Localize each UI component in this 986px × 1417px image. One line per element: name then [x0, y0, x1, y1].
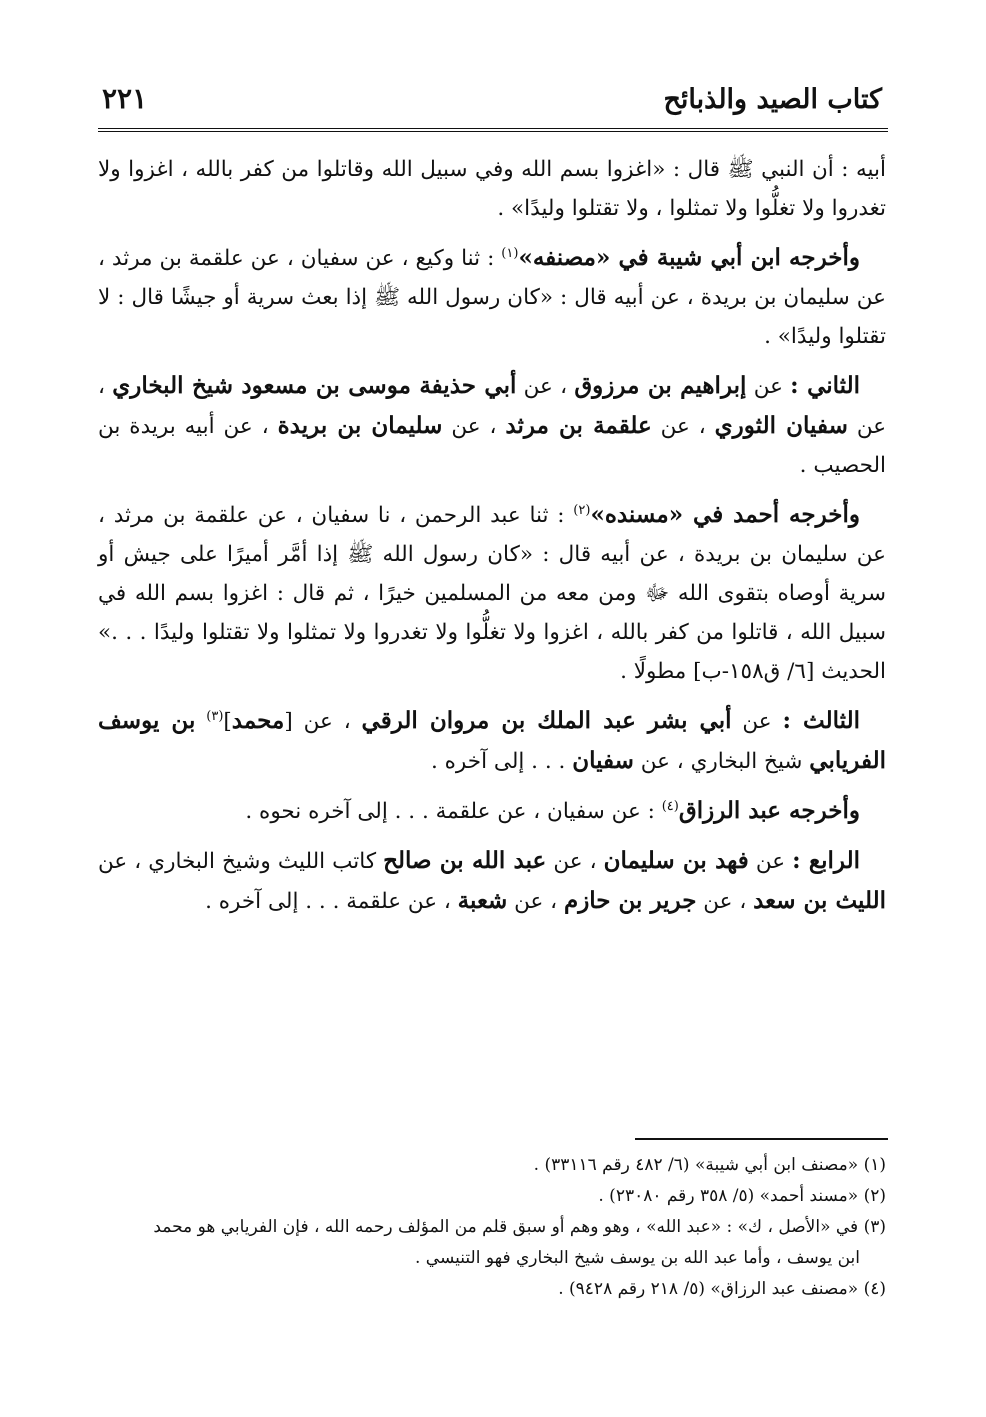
narrator-name: سفيان الثوري — [714, 412, 848, 439]
footnote-3: (٣) في «الأصل ، ك» : «عبد الله» ، وهو وهم أو سبق قلم من المؤلف رحمه الله ، فإن الفريابي هو محمد — [153, 1217, 886, 1237]
text-run: : ثنا عبد الرحمن ، نا سفيان ، عن علقمة بن مرثد ، عن سليمان بن بريدة ، عن أبيه قال : «كان رسول الله ﷺ إذا أمَّر أميرًا على جيش أو سرية أوصاه بتقوى الله ﷻ ومن معه من المسلمين خيرًا ، ثم قال : اغزوا بسم الله في سبيل الله ، قاتلوا من كفر بالله ، اغزوا ولا تغلُّوا ولا تغدروا ولا تمثلوا ولا تقتلوا وليدًا . . .» الحديث [٦/ ق١٥٨-ب] مطولًا . — [98, 503, 886, 684]
footnote-ref-2: (٢) — [573, 502, 591, 518]
text-run: ، عن — [651, 414, 715, 439]
text-run: عن — [748, 849, 793, 874]
chain-label: الثاني : — [790, 372, 860, 399]
narrator-name: أبي حذيفة موسى بن مسعود شيخ البخاري — [112, 372, 517, 399]
text-run: ، عن — [507, 889, 564, 914]
text-run: عن — [746, 374, 791, 399]
narrator-name: محمد — [231, 707, 285, 734]
narrator-name: سليمان بن بريدة — [277, 412, 443, 439]
text-run: . . . إلى آخره . — [431, 749, 573, 774]
paragraph-ibn-abi-shaybah — [98, 238, 886, 356]
paragraph-third-chain — [98, 701, 886, 781]
chapter-title: كتاب الصيد والذبائح — [663, 84, 882, 115]
paragraph-ahmad — [98, 495, 886, 691]
narrator-name: أبي بشر عبد الملك بن مروان الرقي — [361, 707, 732, 734]
footnotes — [100, 1150, 886, 1305]
narrator-name: علقمة بن مرثد — [505, 412, 652, 439]
source-lead: وأخرجه ابن أبي شيبة في «مصنفه» — [518, 244, 860, 271]
narrator-name: إبراهيم بن مرزوق — [574, 372, 747, 399]
footnote-4: (٤) «مصنف عبد الرزاق» (٥/ ٢١٨ رقم ٩٤٢٨) . — [558, 1279, 886, 1299]
text-run: ، عن — [98, 374, 887, 439]
text-run: ، عن — [442, 414, 506, 439]
paragraph-hadith-text — [98, 150, 886, 228]
text-run: أبيه : أن النبي ﷺ قال : «اغزوا بسم الله وفي سبيل الله وقاتلوا من كفر بالله ، اغزوا ولا تغدروا ولا تغلُّوا ولا تمثلوا ، ولا تقتلوا وليدًا» . — [98, 157, 886, 221]
footnote-ref-1: (١) — [501, 245, 519, 261]
text-run: ، عن علقمة . . . إلى آخره . — [205, 889, 458, 914]
text-run: ، عن أبيه بريدة بن الحصيب . — [98, 414, 886, 478]
text-run — [195, 709, 206, 734]
narrator-name: سفيان — [572, 747, 634, 774]
text-run: ، عن — [516, 374, 575, 399]
chain-label: الثالث : — [782, 707, 860, 734]
narrator-name: فهد بن سليمان — [603, 847, 749, 874]
text-run: ، عن [ — [284, 709, 362, 734]
page-number: ٢٢١ — [102, 82, 148, 115]
text-run: عن — [731, 709, 783, 734]
text-run: شيخ البخاري ، عن — [633, 749, 810, 774]
text-run: ، عن — [546, 849, 604, 874]
paragraph-fourth-chain — [98, 841, 886, 921]
chain-label: الرابع : — [792, 847, 860, 874]
footnote-ref-3: (٣) — [206, 708, 224, 724]
footnote-1: (١) «مصنف ابن أبي شيبة» (٦/ ٤٨٢ رقم ٣٣١١٦) . — [533, 1155, 886, 1175]
main-text — [98, 150, 886, 931]
text-run: ] — [223, 709, 232, 734]
narrator-name: الليث بن سعد — [753, 887, 886, 914]
text-run: ، عن — [696, 889, 754, 914]
text-run: : عن سفيان ، عن علقمة . . . إلى آخره نحوه . — [245, 799, 662, 824]
paragraph-abd-al-razzaq — [98, 791, 886, 831]
source-lead: وأخرجه عبد الرزاق — [678, 797, 860, 824]
narrator-name: جرير بن حازم — [563, 887, 697, 914]
narrator-name: شعبة — [457, 887, 508, 914]
footnote-divider — [635, 1138, 888, 1140]
footnote-3-continuation: ابن يوسف ، وأما عبد الله بن يوسف شيخ البخاري فهو التنيسي . — [415, 1248, 860, 1268]
footnote-2: (٢) «مسند أحمد» (٥/ ٣٥٨ رقم ٢٣٠٨٠) . — [598, 1186, 886, 1206]
text-run: : ثنا وكيع ، عن سفيان ، عن علقمة بن مرثد ، عن سليمان بن بريدة ، عن أبيه قال : «كان رسول الله ﷺ إذا بعث سرية أو جيشًا قال : لا تقتلوا وليدًا» . — [98, 246, 886, 349]
narrator-name: عبد الله بن صالح — [383, 847, 547, 874]
paragraph-second-chain — [98, 366, 886, 485]
running-header — [98, 78, 888, 132]
narrator-name: بن يوسف الفريابي — [98, 707, 886, 774]
text-run: كاتب الليث وشيخ البخاري ، عن — [98, 849, 384, 874]
footnote-ref-4: (٤) — [661, 798, 679, 814]
source-lead: وأخرجه أحمد في «مسنده» — [590, 501, 860, 528]
